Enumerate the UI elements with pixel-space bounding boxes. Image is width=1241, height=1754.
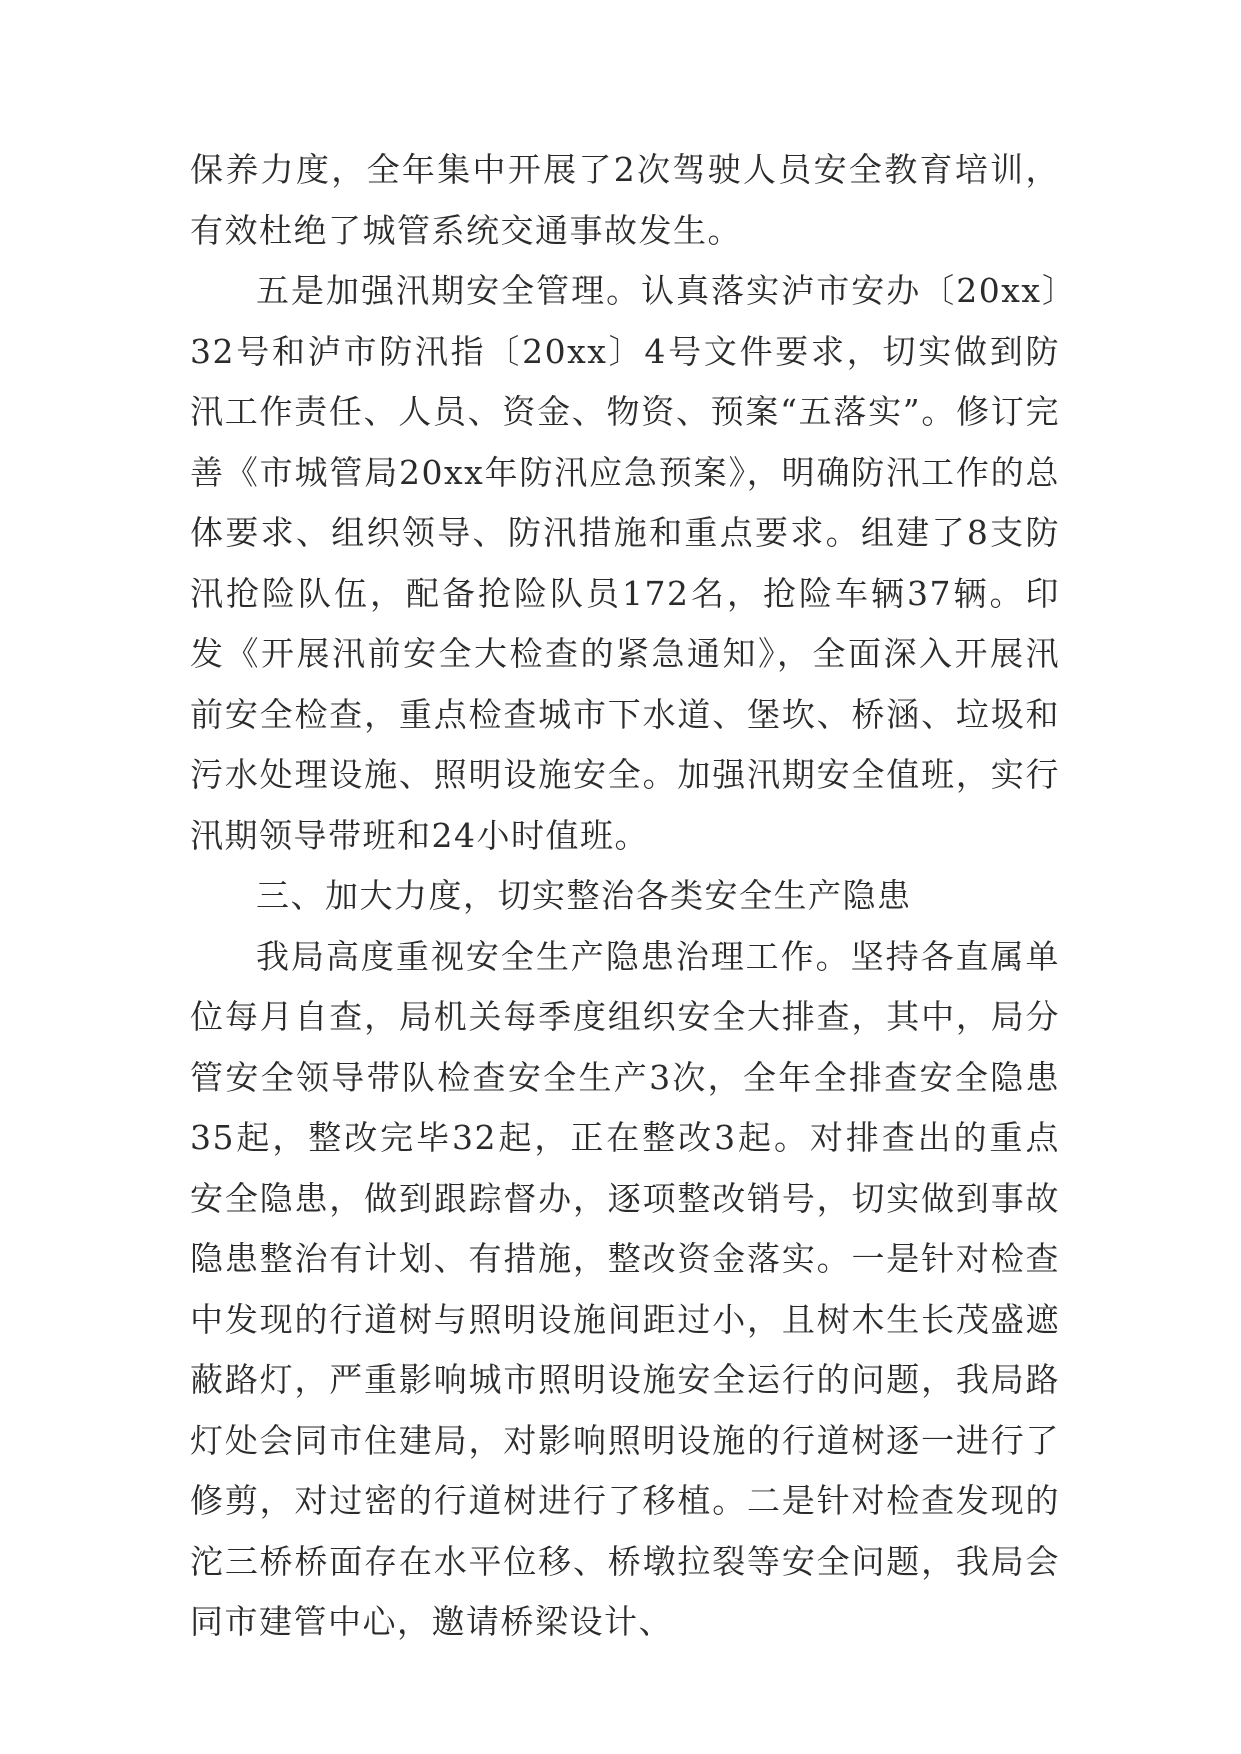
paragraph-hazard-rectification: 我局高度重视安全生产隐患治理工作。坚持各直属单位每月自查，局机关每季度组织安全大排查，其中，局分管安全领导带队检查安全生产3次，全年全排查安全隐患35起，整改完毕32起，正在整改3起。对排查出的重点安全隐患，做到跟踪督办，逐项整改销号，切实做到事故隐患整治有计划、有措施，整改资金落实。一是针对检查中发现的行道树与照明设施间距过小，且树木生长茂盛遮蔽路灯，严重影响城市照明设施安全运行的问题，我局路灯处会同市住建局，对影响照明设施的行道树逐一进行了修剪，对过密的行道树进行了移植。二是针对检查发现的沱三桥桥面存在水平位移、桥墩拉裂等安全问题，我局会同市建管中心，邀请桥梁设计、 bbox=[190, 936, 1060, 1641]
paragraph-continued: 保养力度，全年集中开展了2次驾驶人员安全教育培训，有效杜绝了城管系统交通事故发生。 bbox=[190, 150, 1060, 250]
body-text bbox=[190, 140, 1060, 1653]
paragraph-flood-safety: 五是加强汛期安全管理。认真落实泸市安办〔20xx〕32号和泸市防汛指〔20xx〕4号文件要求，切实做到防汛工作责任、人员、资金、物资、预案“五落实”。修订完善《市城管局20xx年防汛应急预案》，明确防汛工作的总体要求、组织领导、防汛措施和重点要求。组建了8支防汛抢险队伍，配备抢险队员172名，抢险车辆37辆。印发《开展汛前安全大检查的紧急通知》，全面深入开展汛前安全检查，重点检查城市下水道、堡坎、桥涵、垃圾和污水处理设施、照明设施安全。加强汛期安全值班，实行汛期领导带班和24小时值班。 bbox=[190, 271, 1060, 855]
section-heading: 三、加大力度，切实整治各类安全生产隐患 bbox=[256, 876, 912, 915]
